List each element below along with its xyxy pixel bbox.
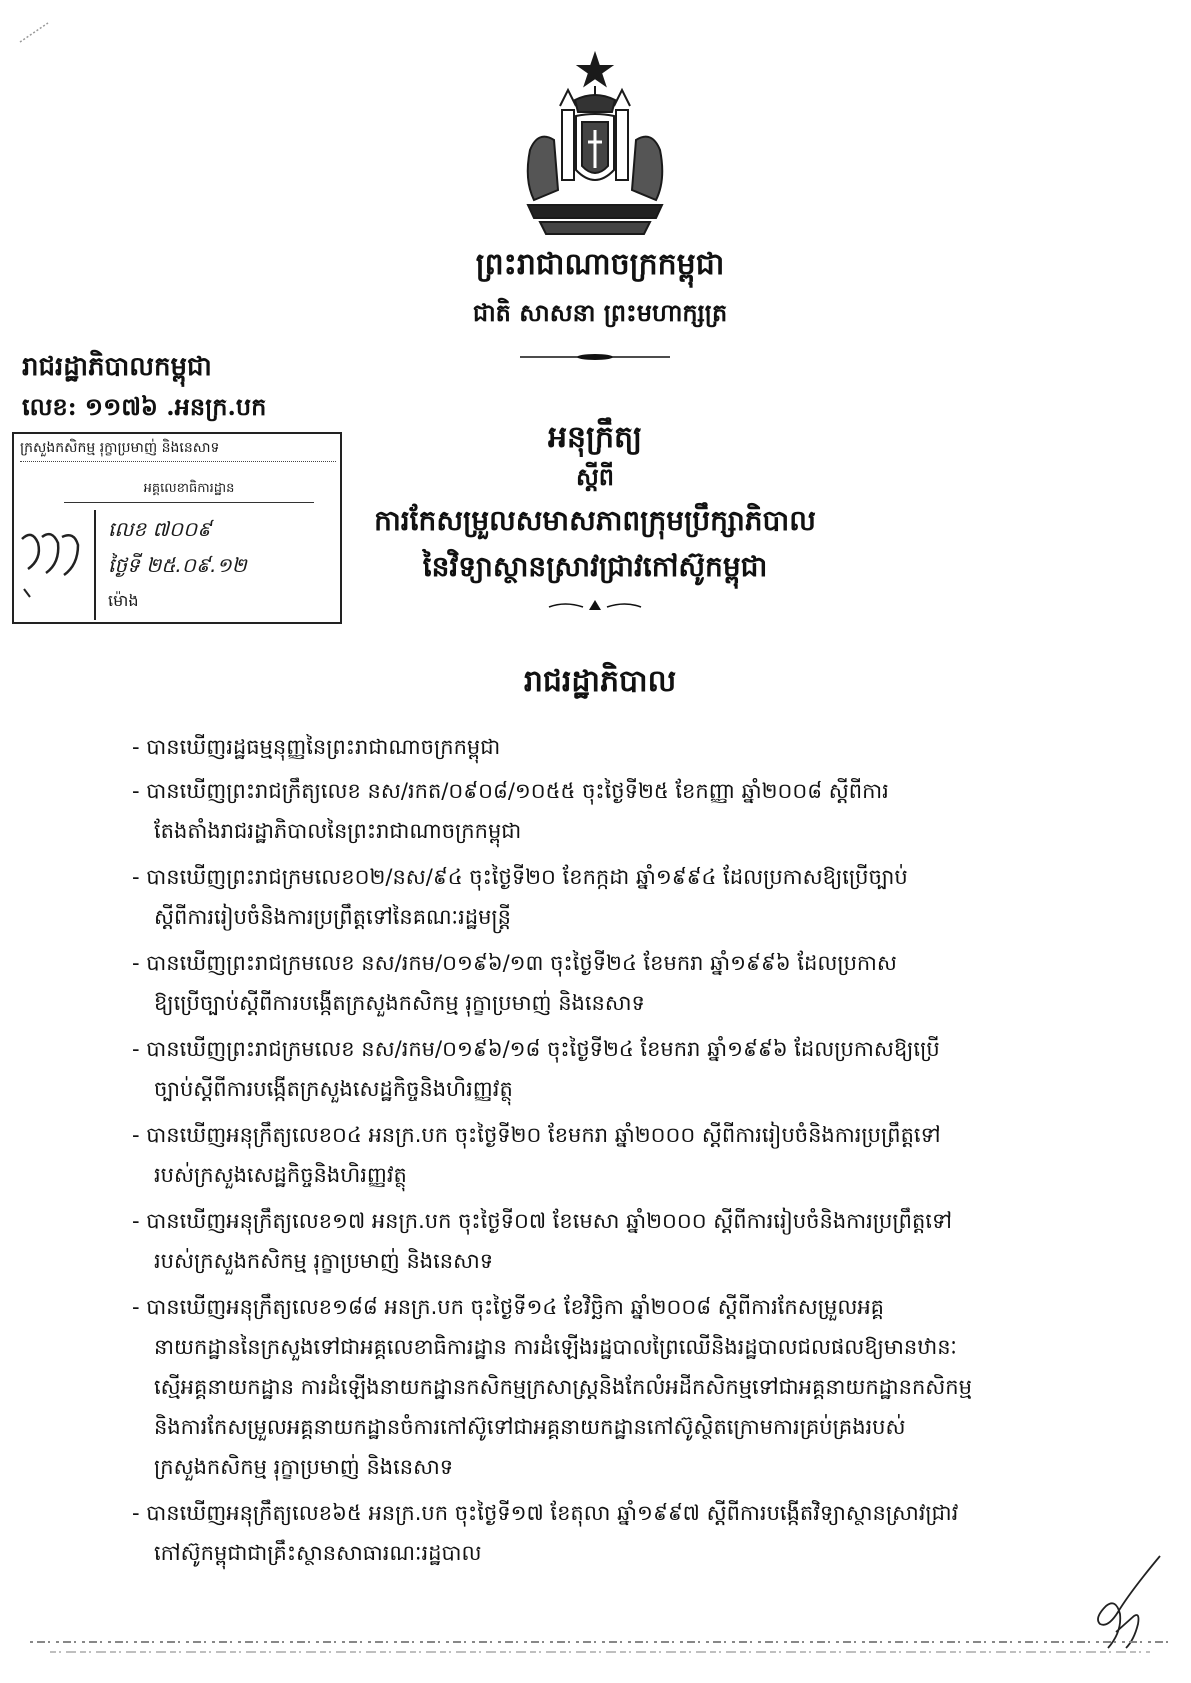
recital-line: - បានឃើញព្រះរាជក្រមលេខ នស/រកម/០១៩៦/១៨ ចុះថ្ងៃទី២៤ ខែមករា ឆ្នាំ១៩៩៦ ដែលប្រកាសឱ្យប្រើ — [132, 1037, 940, 1061]
section-heading: រាជរដ្ឋាភិបាល — [523, 664, 677, 699]
royal-coat-of-arms-emblem — [520, 50, 670, 240]
recital-line: - បានឃើញអនុក្រឹត្យលេខ១៨៨ អនក្រ.បក ចុះថ្ងៃទី១៤ ខែវិច្ឆិកា ឆ្នាំ២០០៨ ស្ដីពីការកែសម្រួលអគ្គ — [132, 1295, 884, 1319]
recital-line: កៅស៊ូកម្ពុជាជាគ្រឹះស្ថានសាធារណៈរដ្ឋបាល — [154, 1541, 482, 1565]
stamp-date-label: ថ្ងៃទី — [108, 553, 140, 577]
document-subject-line-2: នៃវិទ្យាស្ថានស្រាវជ្រាវកៅស៊ូកម្ពុជា — [422, 550, 768, 583]
stamp-date-value: ២៥.០៩.១២ — [146, 553, 247, 577]
recital-line: របស់ក្រសួងសេដ្ឋកិច្ចនិងហិរញ្ញវត្ថុ — [154, 1163, 407, 1187]
recital-line: - បានឃើញព្រះរាជក្រមលេខ នស/រកម/០១៩៦/១៣ ចុះថ្ងៃទី២៤ ខែមករា ឆ្នាំ១៩៩៦ ដែលប្រកាស — [132, 951, 897, 975]
scan-footer-noise — [30, 1632, 1170, 1662]
recital-line: - បានឃើញអនុក្រឹត្យលេខ៦៥ អនក្រ.បក ចុះថ្ងៃទី១៧ ខែតុលា ឆ្នាំ១៩៩៧ ស្ដីពីការបង្កើតវិទ្យាស្ថានស្រាវជ្រាវ — [132, 1501, 959, 1525]
recital-line: ឱ្យប្រើច្បាប់ស្ដីពីការបង្កើតក្រសួងកសិកម្ម រុក្ខាប្រមាញ់ និងនេសាទ — [154, 991, 645, 1015]
document-subject-line-1: ការកែសម្រួលសមាសភាពក្រុមប្រឹក្សាភិបាល — [374, 504, 816, 537]
recital-line: និងការកែសម្រួលអគ្គនាយកដ្ឋានចំការកៅស៊ូទៅជាអគ្គនាយកដ្ឋានកៅស៊ូស្ថិតក្រោមការគ្រប់គ្រងរបស់ — [154, 1415, 906, 1439]
national-motto: ជាតិ សាសនា ព្រះមហាក្សត្រ — [472, 298, 728, 327]
document-type-title: អនុក្រឹត្យ — [547, 420, 643, 455]
stamp-number-label: លេខ — [108, 517, 147, 541]
divider-ornament — [520, 352, 670, 362]
stamp-extra-label: ម៉ោង — [108, 591, 139, 610]
stamp-number-field — [108, 516, 211, 546]
recital-line: ស្មើអគ្គនាយកដ្ឋាន ការដំឡើងនាយកដ្ឋានកសិកម្មក្រសាស្ត្រនិងកែលំអដីកសិកម្មទៅជាអគ្គនាយកដ្ឋានកសិកម្ម — [154, 1375, 972, 1399]
document-subject-prefix: ស្ដីពី — [575, 462, 615, 491]
stamp-department-line: អគ្គលេខាធិការដ្ឋាន — [64, 480, 314, 503]
recital-line: តែងតាំងរាជរដ្ឋាភិបាលនៃព្រះរាជាណាចក្រកម្ពុជា — [154, 819, 522, 843]
recital-line: ច្បាប់ស្ដីពីការបង្កើតក្រសួងសេដ្ឋកិច្ចនិងហិរញ្ញវត្ថុ — [154, 1077, 513, 1101]
recital-line: ក្រសួងកសិកម្ម រុក្ខាប្រមាញ់ និងនេសាទ — [154, 1455, 454, 1479]
stamp-extra-field — [108, 590, 138, 614]
recital-line: នាយកដ្ឋាននៃក្រសួងទៅជាអគ្គលេខាធិការដ្ឋាន ការដំឡើងរដ្ឋបាលព្រៃឈើនិងរដ្ឋបាលជលផលឱ្យមានឋានៈ — [154, 1335, 957, 1359]
stamp-date-field — [108, 552, 247, 582]
title-ornament — [545, 598, 645, 614]
stamp-ministry-line: ក្រសួងកសិកម្ម រុក្ខាប្រមាញ់ និងនេសាទ — [20, 438, 336, 462]
recital-line: របស់ក្រសួងកសិកម្ម រុក្ខាប្រមាញ់ និងនេសាទ — [154, 1249, 494, 1273]
scan-speck — [18, 20, 52, 44]
recital-line: - បានឃើញអនុក្រឹត្យលេខ១៧ អនក្រ.បក ចុះថ្ងៃទី០៧ ខែមេសា ឆ្នាំ២០០០ ស្ដីពីការរៀបចំនិងការប្រព្រឹត្តទៅ — [132, 1209, 952, 1233]
recital-line: - បានឃើញព្រះរាជក្រឹត្យលេខ នស/រកត/០៩០៨/១០៥៥ ចុះថ្ងៃទី២៥ ខែកញ្ញា ឆ្នាំ២០០៨ ស្ដីពីការ — [132, 779, 889, 803]
kingdom-name: ព្រះរាជាណាចក្រកម្ពុជា — [475, 247, 725, 282]
recital-line: ស្ដីពីការរៀបចំនិងការប្រព្រឹត្តទៅនៃគណៈរដ្ឋមន្ត្រី — [154, 905, 511, 929]
reference-number: លេខ: ១១៧៦ .អនក្រ.បក — [22, 392, 267, 421]
issuing-authority: រាជរដ្ឋាភិបាលកម្ពុជា — [22, 352, 212, 382]
recital-line: - បានឃើញរដ្ឋធម្មនុញ្ញនៃព្រះរាជាណាចក្រកម្ពុជា — [132, 735, 501, 759]
recital-line: - បានឃើញអនុក្រឹត្យលេខ០៤ អនក្រ.បក ចុះថ្ងៃទី២០ ខែមករា ឆ្នាំ២០០០ ស្ដីពីការរៀបចំនិងការប្រព្រឹត្តទៅ — [132, 1123, 941, 1147]
recital-line: - បានឃើញព្រះរាជក្រមលេខ០២/នស/៩៤ ចុះថ្ងៃទី២០ ខែកក្កដា ឆ្នាំ១៩៩៤ ដែលប្រកាសឱ្យប្រើច្បាប់ — [132, 865, 908, 889]
stamp-number-value: ៧០០៩ — [152, 517, 212, 541]
stamp-handwritten-mark — [18, 529, 82, 599]
